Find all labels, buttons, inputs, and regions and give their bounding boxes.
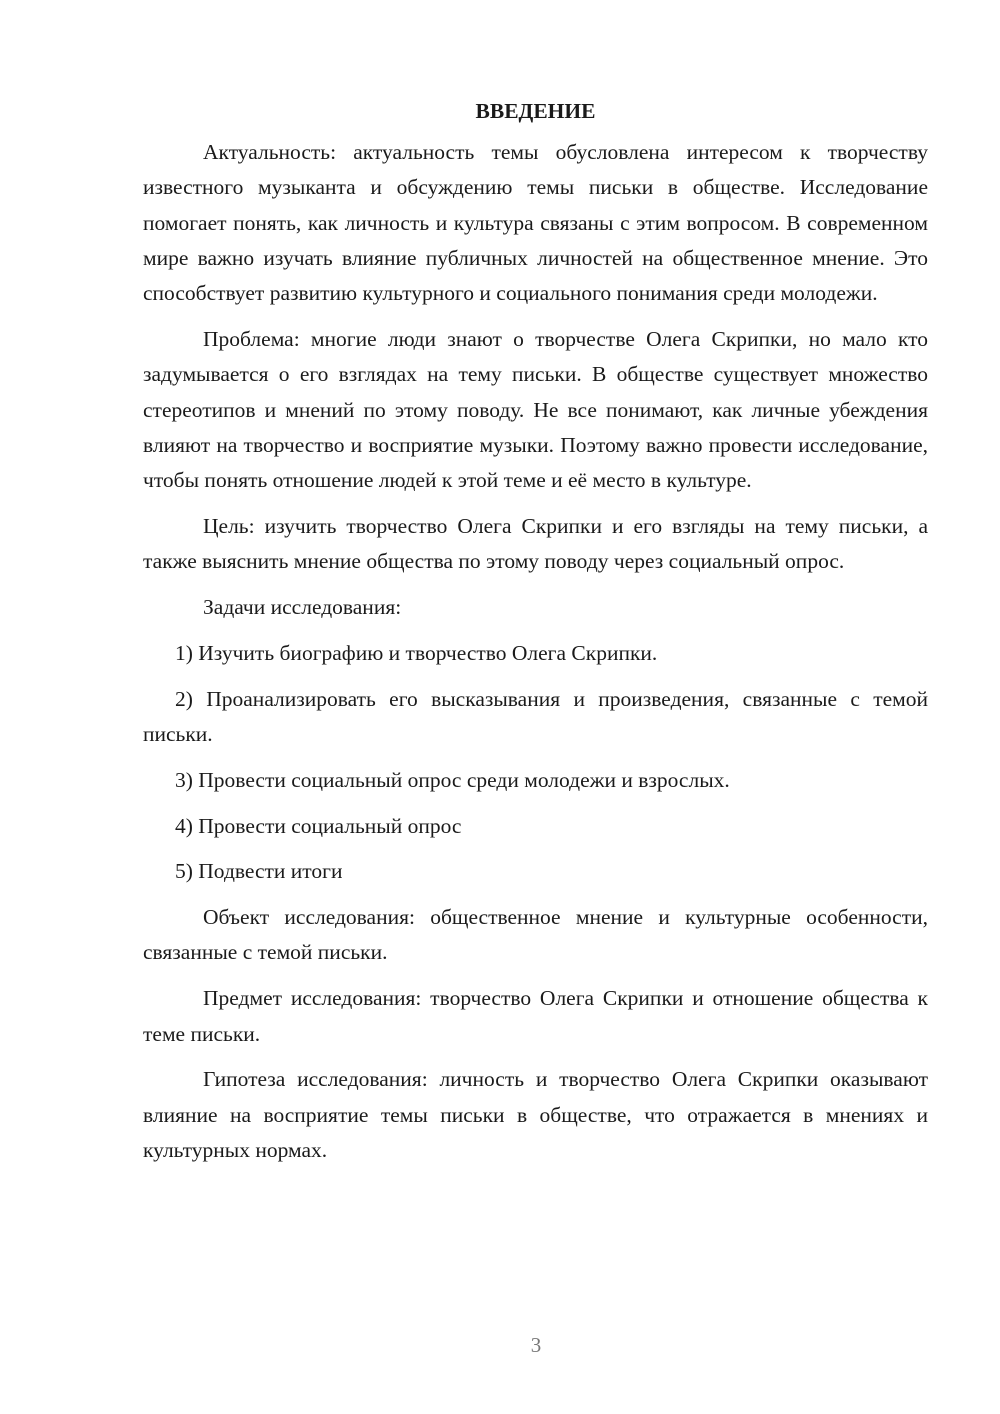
section-title: ВВЕДЕНИЕ [475, 99, 596, 123]
task-item: 1) Изучить биографию и творчество Олега Скрипки. [175, 640, 658, 665]
paragraph-object: Объект исследования: общественное мнение и культурные особенности, связанные с темой письки. [143, 905, 928, 965]
paragraph-hypothesis: Гипотеза исследования: личность и творчество Олега Скрипки оказывают влияние на восприятие темы письки в обществе, что отражается в мнениях и культурных нормах. [143, 1067, 928, 1162]
tasks-heading: Задачи исследования: [203, 595, 402, 620]
task-item: 3) Провести социальный опрос среди молодежи и взрослых. [175, 767, 730, 792]
paragraph-subject: Предмет исследования: творчество Олега Скрипки и отношение общества к теме письки. [143, 986, 928, 1046]
document-page [143, 96, 928, 1179]
task-item: 4) Провести социальный опрос [175, 813, 462, 838]
task-item: 5) Подвести итоги [175, 859, 343, 884]
task-item: 2) Проанализировать его высказывания и произведения, связанные с темой письки. [143, 686, 928, 746]
page-number: 3 [530, 1333, 542, 1357]
paragraph-problem: Проблема: многие люди знают о творчестве Олега Скрипки, но мало кто задумывается о его взглядах на тему письки. В обществе существует множество стереотипов и мнений по этому поводу. Не все понимают, как личные убеждения влияют на творчество и восприятие музыки. Поэтому важно провести исследование, чтобы понять отношение людей к этой теме и её место в культуре. [143, 326, 928, 493]
paragraph-relevance: Актуальность: актуальность темы обусловлена интересом к творчеству известного музыканта и обсуждению темы письки в обществе. Исследование помогает понять, как личность и культура связаны с этим вопросом. В современном мире важно изучать влияние публичных личностей на общественное мнение. Это способствует развитию культурного и социального понимания среди молодежи. [143, 140, 928, 306]
paragraph-goal: Цель: изучить творчество Олега Скрипки и его взгляды на тему письки, а также выяснить мнение общества по этому поводу через социальный опрос. [143, 513, 928, 574]
